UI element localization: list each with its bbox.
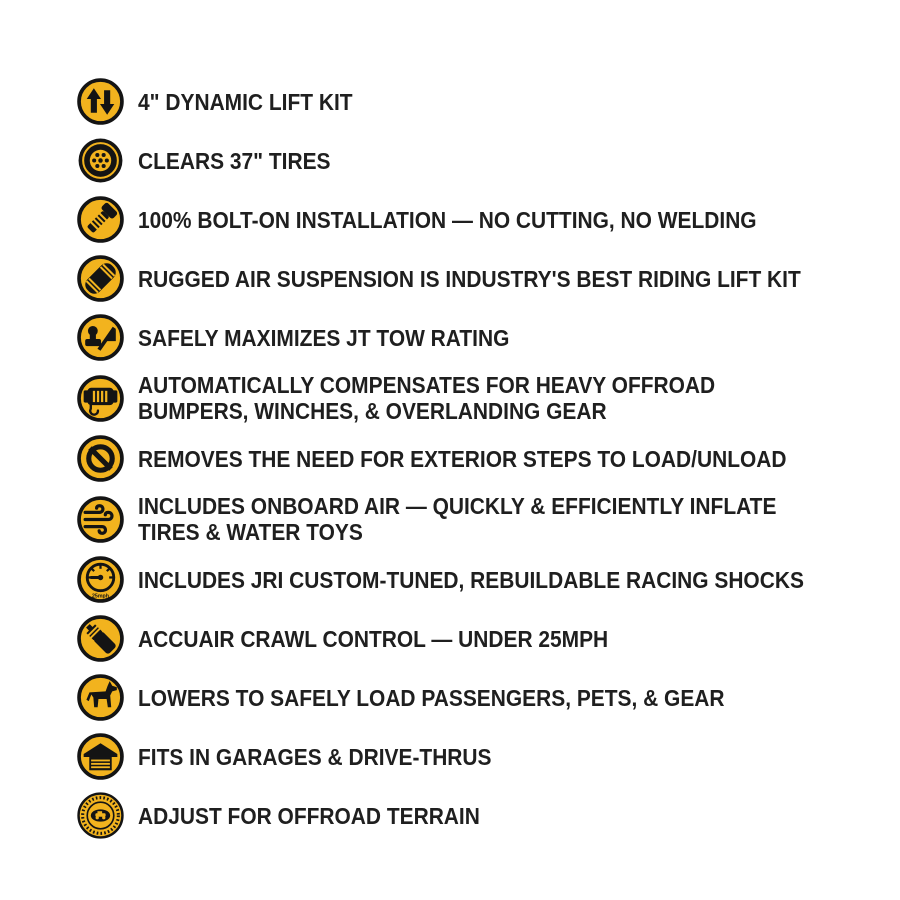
feature-text [138, 626, 608, 652]
feature-line: TIRES & WATER TOYS [138, 519, 363, 545]
feature-text [138, 446, 787, 472]
feature-row-crawl-control [76, 614, 870, 663]
feature-row-tires [76, 136, 870, 185]
feature-row-tow-rating [76, 313, 870, 362]
feature-line: 100% BOLT-ON INSTALLATION — NO CUTTING, NO WELDING [138, 206, 757, 233]
feature-line: SAFELY MAXIMIZES JT TOW RATING [138, 324, 510, 351]
winch-icon [76, 374, 125, 423]
feature-list [76, 77, 870, 840]
speedometer-icon [76, 555, 125, 604]
feature-text [138, 207, 757, 233]
feature-text [138, 325, 509, 351]
feature-row-racing-shocks [76, 555, 870, 604]
feature-row-lift-kit [76, 77, 870, 126]
feature-text [138, 148, 331, 174]
feature-line: REMOVES THE NEED FOR EXTERIOR STEPS TO LOAD/UNLOAD [138, 445, 787, 472]
feature-line: ADJUST FOR OFFROAD TERRAIN [138, 802, 480, 829]
feature-row-offroad-terrain [76, 791, 870, 840]
feature-line: AUTOMATICALLY COMPENSATES FOR HEAVY OFFROAD [138, 372, 716, 398]
feature-line: 4" DYNAMIC LIFT KIT [138, 88, 353, 115]
feature-text [138, 803, 480, 829]
feature-text [138, 493, 776, 545]
feature-row-no-steps [76, 434, 870, 483]
air-flow-icon [76, 495, 125, 544]
feature-line: ACCUAIR CRAWL CONTROL — UNDER 25MPH [138, 625, 609, 652]
feature-line: LOWERS TO SAFELY LOAD PASSENGERS, PETS, & GEAR [138, 684, 725, 711]
garage-icon [76, 732, 125, 781]
feature-line: FITS IN GARAGES & DRIVE-THRUS [138, 743, 492, 770]
dog-icon [76, 673, 125, 722]
offroad-badge-icon [76, 791, 125, 840]
shock-absorber-icon [76, 614, 125, 663]
feature-line: INCLUDES ONBOARD AIR — QUICKLY & EFFICIENTLY INFLATE [138, 493, 777, 519]
feature-text [138, 372, 715, 424]
speedometer-label: 25mph [91, 593, 110, 600]
air-spring-icon [76, 254, 125, 303]
feature-row-air-suspension [76, 254, 870, 303]
feature-line: CLEARS 37" TIRES [138, 147, 331, 174]
bolt-icon [76, 195, 125, 244]
feature-row-pets-gear [76, 673, 870, 722]
feature-row-bolt-on [76, 195, 870, 244]
feature-row-winch-compensation [76, 372, 870, 424]
feature-text [138, 89, 353, 115]
feature-line: INCLUDES JRI CUSTOM-TUNED, REBUILDABLE RACING SHOCKS [138, 566, 804, 593]
feature-line: BUMPERS, WINCHES, & OVERLANDING GEAR [138, 398, 607, 424]
feature-row-onboard-air [76, 493, 870, 545]
feature-line: RUGGED AIR SUSPENSION IS INDUSTRY'S BEST RIDING LIFT KIT [138, 265, 801, 292]
tire-icon [76, 136, 125, 185]
feature-text [138, 685, 725, 711]
feature-text [138, 266, 801, 292]
feature-text [138, 744, 492, 770]
lift-height-arrows-icon [76, 77, 125, 126]
feature-row-garages [76, 732, 870, 781]
feature-text [138, 567, 804, 593]
tow-hitch-icon [76, 313, 125, 362]
no-steps-icon [76, 434, 125, 483]
